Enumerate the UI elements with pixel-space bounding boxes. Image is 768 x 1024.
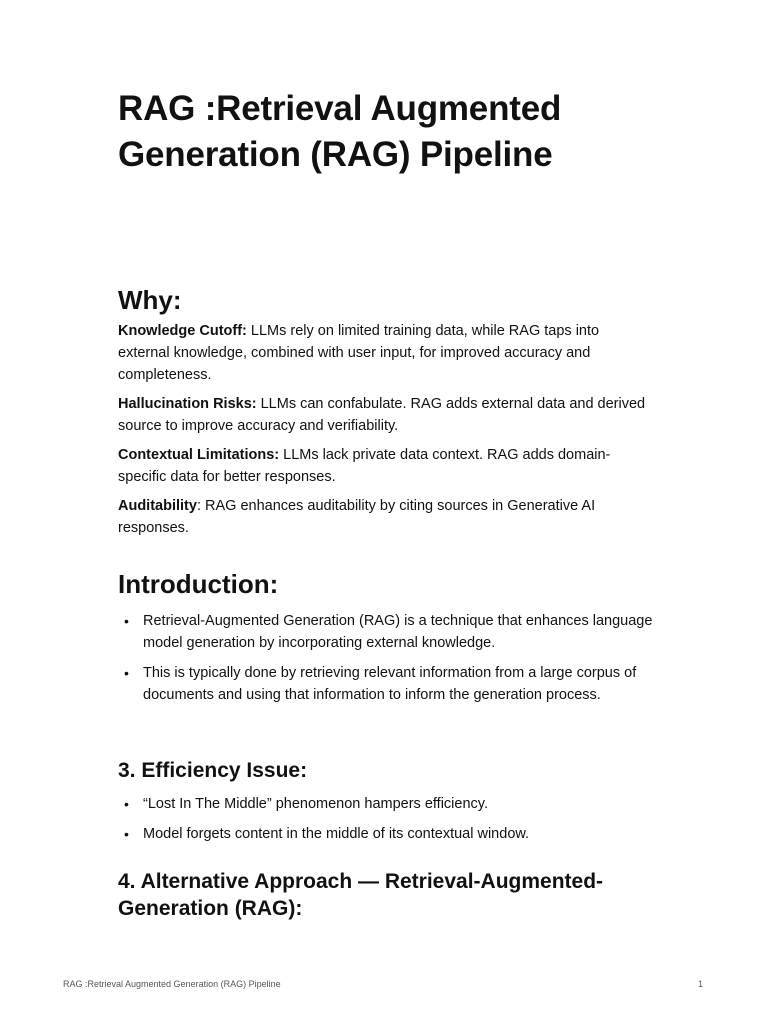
list-item	[118, 610, 658, 654]
bullet-icon: •	[124, 796, 129, 812]
bullet-icon: •	[124, 613, 129, 629]
introduction-list	[118, 610, 658, 714]
list-item	[118, 793, 658, 815]
why-item-text: LLMs can confabulate. RAG adds external data and derived source to improve accuracy and verifiability.	[118, 396, 646, 434]
list-item	[118, 662, 658, 706]
why-item-contextual-limitations	[118, 444, 648, 488]
bullet-icon: •	[124, 826, 129, 842]
list-item-text: Model forgets content in the middle of its contextual window.	[143, 826, 530, 842]
why-item-hallucination-risks	[118, 393, 648, 437]
why-item-text: LLMs lack private data context. RAG adds domain-specific data for better responses.	[118, 447, 611, 485]
introduction-heading: Introduction:	[118, 569, 279, 599]
why-item-text: : RAG enhances auditability by citing sources in Generative AI responses.	[118, 498, 596, 536]
why-heading: Why:	[118, 285, 182, 315]
bullet-icon: •	[124, 665, 129, 681]
why-item-label: Auditability	[118, 498, 197, 514]
list-item-text: “Lost In The Middle” phenomenon hampers efficiency.	[143, 796, 488, 812]
list-item-text: This is typically done by retrieving relevant information from a large corpus of documents and using that information to inform the generation process.	[143, 665, 637, 703]
why-item-label: Contextual Limitations:	[118, 447, 280, 463]
document-title: RAG :Retrieval Augmented Generation (RAG) Pipeline	[118, 89, 562, 174]
alternative-heading: 4. Alternative Approach — Retrieval-Augmented-Generation (RAG):	[118, 870, 604, 920]
why-item-knowledge-cutoff	[118, 320, 648, 386]
list-item	[118, 823, 658, 845]
footer-page-number: 1	[698, 979, 704, 989]
why-item-auditability	[118, 495, 648, 539]
document-page	[118, 86, 658, 920]
footer-document-title: RAG :Retrieval Augmented Generation (RAG) Pipeline	[63, 979, 281, 989]
efficiency-heading: 3. Efficiency Issue:	[118, 759, 308, 782]
list-item-text: Retrieval-Augmented Generation (RAG) is a technique that enhances language model generation by incorporating external knowledge.	[143, 613, 653, 651]
efficiency-list	[118, 793, 658, 853]
why-section	[118, 320, 648, 546]
why-item-text: LLMs rely on limited training data, while RAG taps into external knowledge, combined with user input, for improved accuracy and completeness.	[118, 323, 600, 383]
why-item-label: Hallucination Risks:	[118, 396, 257, 412]
why-item-label: Knowledge Cutoff:	[118, 323, 247, 339]
